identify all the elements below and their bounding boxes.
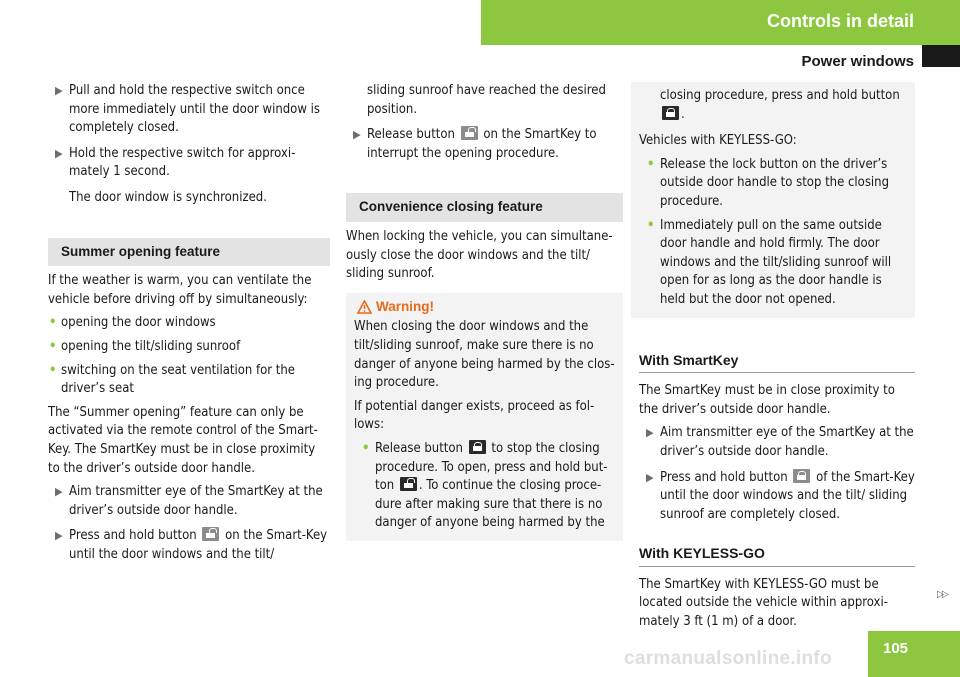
with-smartkey-heading: With SmartKey [639, 351, 915, 374]
warning-heading: Warning! [354, 298, 615, 317]
keyless-go-text: The SmartKey with KEYLESS-GO must be located outside the vehicle within approxi-mately 3 ft (1 m) of a door. [639, 576, 888, 630]
convenience-closing-heading: Convenience closing feature [346, 193, 623, 222]
continued-text: sliding sunroof have reached the desired position. [367, 83, 606, 117]
warning-triangle-icon [357, 300, 372, 314]
warning-box-continued [631, 82, 915, 318]
list-item: • Release the lock button on the driver’s outside door handle to stop the closing procedure. [647, 156, 890, 209]
lock-button-icon [469, 440, 486, 454]
instruction-step: ▶ Press and hold button on the Smart-Key until the door windows and the tilt/ [55, 528, 328, 562]
section-marker [922, 45, 960, 67]
step-arrow-icon: ▶ [646, 470, 654, 484]
list-item: closing procedure, press and hold button . [660, 88, 900, 122]
column-middle [346, 82, 623, 541]
next-page-indicator: ▷▷ [937, 589, 947, 600]
unlock-button-icon [202, 527, 219, 541]
with-keyless-go-heading: With KEYLESS-GO [639, 544, 915, 567]
step-arrow-icon: ▶ [55, 529, 63, 543]
list-item: • Immediately pull on the same outside door handle and hold firmly. The door windows and the tilt/sliding sunroof will open for as long as the door handle is held but the door not opened. [647, 217, 892, 307]
instruction-step: ▶ Hold the respective switch for approxi-mately 1 second. [55, 145, 296, 180]
lock-button-icon [793, 469, 810, 483]
instruction-step: ▶ Release button on the SmartKey to interrupt the opening procedure. [353, 127, 597, 161]
instruction-step: ▶ Aim transmitter eye of the SmartKey at the driver’s outside door handle. [646, 425, 914, 459]
step-arrow-icon: ▶ [55, 485, 63, 499]
instruction-step: ▶ Pull and hold the respective switch once more immediately until the door window is completely closed. [55, 83, 320, 136]
list-item: • switching on the seat ventilation for the driver’s seat [49, 362, 295, 397]
unlock-button-icon [400, 477, 417, 491]
lock-button-icon [662, 106, 679, 120]
instruction-step: ▶ Aim transmitter eye of the SmartKey at the driver’s outside door handle. [55, 484, 323, 518]
unlock-button-icon [461, 126, 478, 140]
list-item: • opening the door windows [49, 315, 216, 331]
section-title: Power windows [801, 53, 914, 70]
chapter-title: Controls in detail [766, 11, 914, 31]
step-arrow-icon: ▶ [646, 426, 654, 440]
summer-opening-heading: Summer opening feature [48, 238, 330, 267]
warning-text: When closing the door windows and the tilt/sliding sunroof, make sure there is no danger of anyone being harmed by the clos-ing procedure. [354, 319, 615, 391]
list-item: • opening the tilt/sliding sunroof [49, 338, 241, 354]
page-number-box [868, 631, 960, 677]
keyless-go-label: Vehicles with KEYLESS-GO: [639, 133, 797, 149]
list-item: • Release button to stop the closing procedure. To open, press and hold but-ton . To continue the closing proce-dure after making sure that there is no danger of anyone being harmed by the [362, 440, 608, 531]
column-left [48, 82, 330, 571]
summer-note: The “Summer opening” feature can only be activated via the remote control of the Smart-Key. The SmartKey must be in close proximity to the driver’s outside door handle. [48, 404, 318, 476]
smartkey-intro: The SmartKey must be in close proximity to the driver’s outside door handle. [639, 383, 895, 417]
step-arrow-icon: ▶ [55, 146, 63, 160]
instruction-step: ▶ Press and hold button of the Smart-Key until the door windows and the tilt/ sliding sunroof are completely closed. [646, 469, 915, 522]
sync-note: The door window is synchronized. [69, 189, 267, 205]
column-right [639, 82, 915, 637]
warning-text: If potential danger exists, proceed as fol-lows: [354, 398, 595, 433]
summer-intro: If the weather is warm, you can ventilate the vehicle before driving off by simultaneously: [48, 273, 312, 307]
warning-box [346, 293, 623, 541]
watermark: carmanualsonline.info [624, 648, 832, 669]
step-arrow-icon: ▶ [55, 84, 63, 97]
convenience-intro: When locking the vehicle, you can simultane-ously close the door windows and the tilt/ sliding sunroof. [346, 228, 613, 282]
page-number: 105 [883, 640, 909, 657]
step-arrow-icon: ▶ [353, 128, 361, 142]
